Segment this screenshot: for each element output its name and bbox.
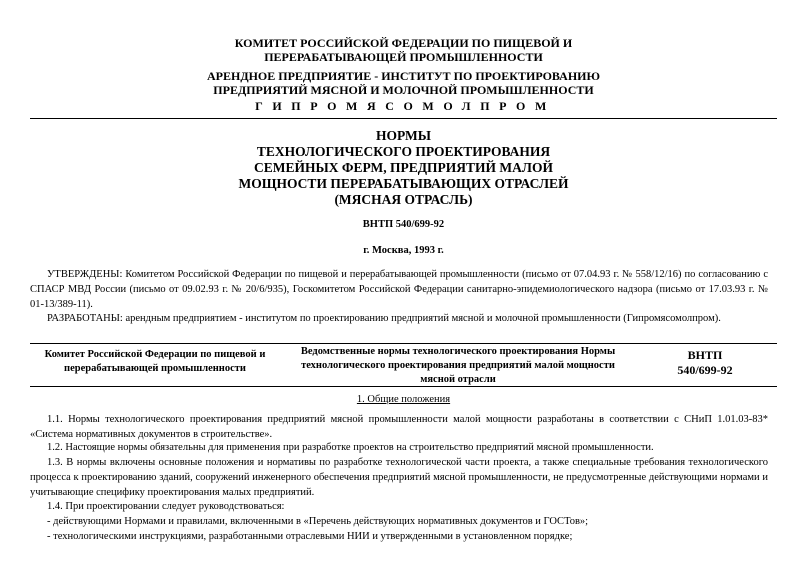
header-divider [30, 118, 777, 119]
title-line-3: СЕМЕЙНЫХ ФЕРМ, ПРЕДПРИЯТИЙ МАЛОЙ [254, 160, 553, 175]
committee-line-1: КОМИТЕТ РОССИЙСКОЙ ФЕДЕРАЦИИ ПО ПИЩЕВОЙ И [234, 36, 573, 50]
title-line-2: ТЕХНОЛОГИЧЕСКОГО ПРОЕКТИРОВАНИЯ [256, 144, 551, 159]
table-cell-committee: Комитет Российской Федерации по пищевой и перерабатывающей промышленности [44, 349, 266, 374]
paragraph-1-4: 1.4. При проектировании следует руководствоваться: [47, 501, 285, 512]
committee-line-2: ПЕРЕРАБАТЫВАЮЩЕЙ ПРОМЫШЛЕННОСТИ [264, 50, 543, 64]
institute-line-1: АРЕНДНОЕ ПРЕДПРИЯТИЕ - ИНСТИТУТ ПО ПРОЕКТИРОВАНИЮ [207, 69, 600, 83]
title-line-4: МОЩНОСТИ ПЕРЕРАБАТЫВАЮЩИХ ОТРАСЛЕЙ [238, 176, 569, 191]
list-item-1: - действующими Нормами и правилами, включенными в «Перечень действующих нормативных документов и ГОСТов»; [47, 516, 589, 527]
paragraph-1-1: 1.1. Нормы технологического проектирования предприятий мясной промышленности малой мощности разработаны в соответствии с СНиП 1.01.03-83* «Система нормативных документов в строительстве». [30, 414, 768, 440]
code-line-2: 540/699-92 [677, 363, 733, 377]
title-line-5: (МЯСНАЯ ОТРАСЛЬ) [334, 192, 473, 207]
institute-heading [100, 69, 707, 97]
table-bottom-border [30, 386, 777, 387]
document-code: ВНТП 540/699-92 [362, 219, 445, 230]
table-cell-norms-title: Ведомственные нормы технологического проектирования Нормы технологического проектирования предприятий малой мощности мясной отрасли [300, 346, 616, 385]
committee-heading [100, 36, 707, 64]
city-year: г. Москва, 1993 г. [363, 245, 444, 256]
list-item-2: - технологическими инструкциями, разработанными отраслевыми НИИ и утвержденными в установленном порядке; [47, 531, 573, 542]
section-heading [100, 394, 707, 405]
paragraph-1-3: 1.3. В нормы включены основные положения и нормативы по разработке технологической части проекта, а также специальные требования технологического процесса к проектированию зданий, сооружений инженерного обеспечения предприятий мясной промышленности, не предусмотренные действующими нормами и учитывающие специфику проектирования малых предприятий. [30, 457, 768, 498]
title-line-1: НОРМЫ [376, 128, 431, 143]
approved-paragraph: УТВЕРЖДЕНЫ: Комитетом Российской Федерации по пищевой и перерабатывающей промышленности (письмо от 07.04.93 г. № 558/12/16) по согласованию с СПАСР МВД России (письмо от 09.02.93 г. № 20/6/935), Госкомитетом Российской Федерации санитарно-эпидемиологического надзора (письмо от 17.03.93 г. № 01-13/389-11). [30, 269, 768, 310]
section-heading-text: 1. Общие положения [356, 394, 451, 405]
institute-line-2: ПРЕДПРИЯТИЙ МЯСНОЙ И МОЛОЧНОЙ ПРОМЫШЛЕННОСТИ [213, 83, 594, 97]
developed-paragraph: РАЗРАБОТАНЫ: арендным предприятием - институтом по проектированию предприятий мясной и молочной промышленности (Гипромясомолпром). [47, 313, 721, 324]
code-line-1: ВНТП [687, 348, 723, 362]
table-cell-code [640, 348, 770, 378]
table-top-border [30, 343, 777, 344]
document-title [100, 128, 707, 208]
paragraph-1-2: 1.2. Настоящие нормы обязательны для применения при разработке проектов на строительство предприятий мясной промышленности. [47, 442, 654, 453]
brand-name: ГИПРОМЯСОМОЛПРОМ [255, 99, 556, 113]
